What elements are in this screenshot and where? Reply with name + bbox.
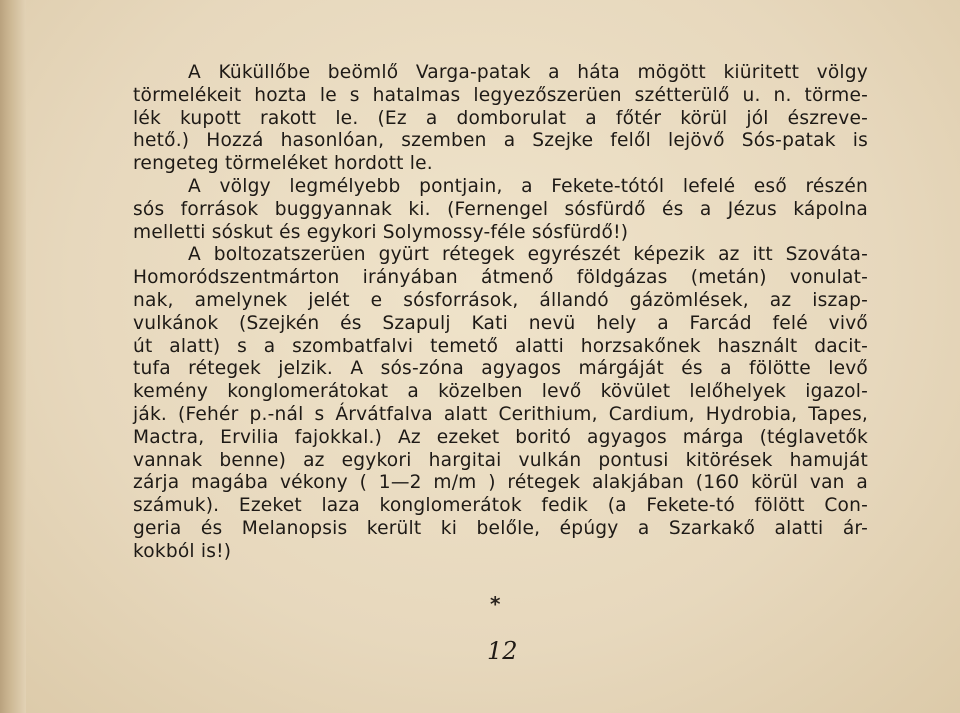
text-line: A völgy legmélyebb pontjain, a Fekete-tótól lefelé eső részén: [188, 175, 868, 197]
text-line: törmelékeit hozta le s hatalmas legyezőszerüen szétterülő u. n. törme-: [133, 84, 868, 106]
text-line: A boltozatszerüen gyürt rétegek egyrészét képezik az itt Szováta-: [188, 244, 868, 266]
text-line: sós források buggyannak ki. (Fernengel sósfürdő és a Jézus kápolna: [133, 198, 868, 220]
text-line: melletti sóskut és egykori Solymossy-féle sósfürdő!): [133, 221, 629, 243]
text-line: tufa rétegek jelzik. A sós-zóna agyagos márgáját és a fölötte levő: [133, 358, 868, 380]
text-line: A Küküllőbe beömlő Varga-patak a háta mögött kiüritett völgy: [188, 62, 868, 83]
text-line: nak, amelynek jelét e sósforrások, állandó gázömlések, az iszap-: [133, 289, 868, 311]
text-line: út alatt) s a szombatfalvi temető alatti horzsakőnek használt dacit-: [133, 335, 868, 357]
text-line: lék kupott rakott le. (Ez a domborulat a főtér körül jól észreve-: [133, 107, 868, 129]
text-line: rengeteg törmeléket hordott le.: [133, 153, 433, 175]
page-binding-shadow: [0, 0, 26, 713]
text-line: Mactra, Ervilia fajokkal.) Az ezeket boritó agyagos márga (téglavetők: [133, 426, 868, 448]
text-line: vannak benne) az egykori hargitai vulkán pontusi kitörések hamuját: [133, 449, 868, 471]
text-line: zárja magába vékony ( 1—2 m/m ) rétegek alakjában (160 körül van a: [133, 472, 868, 494]
section-ornament: *: [490, 592, 501, 616]
text-line: ják. (Fehér p.-nál s Árvátfalva alatt Cerithium, Cardium, Hydrobia, Tapes,: [133, 403, 868, 425]
text-line: számuk). Ezeket laza konglomerátok fedik (a Fekete-tó fölött Con-: [133, 495, 868, 517]
text-line: kemény konglomerátokat a közelben levő kövület lelőhelyek igazol-: [133, 381, 868, 403]
text-line: geria és Melanopsis került ki belőle, épúgy a Szarkakő alatti ár-: [133, 517, 868, 539]
page-number: 12: [487, 637, 518, 665]
text-line: hető.) Hozzá hasonlóan, szemben a Szejke felől lejövő Sós-patak is: [133, 130, 868, 152]
text-line: kokból is!): [133, 540, 232, 562]
text-line: Homoródszentmárton irányában átmenő földgázas (metán) vonulat-: [133, 267, 868, 289]
paragraph-1: [133, 62, 868, 176]
text-line: vulkánok (Szejkén és Szapulj Kati nevü hely a Farcád felé vivő: [133, 312, 868, 334]
paragraph-3: [133, 244, 868, 563]
paragraph-2: [133, 176, 868, 244]
body-text: [133, 62, 868, 564]
